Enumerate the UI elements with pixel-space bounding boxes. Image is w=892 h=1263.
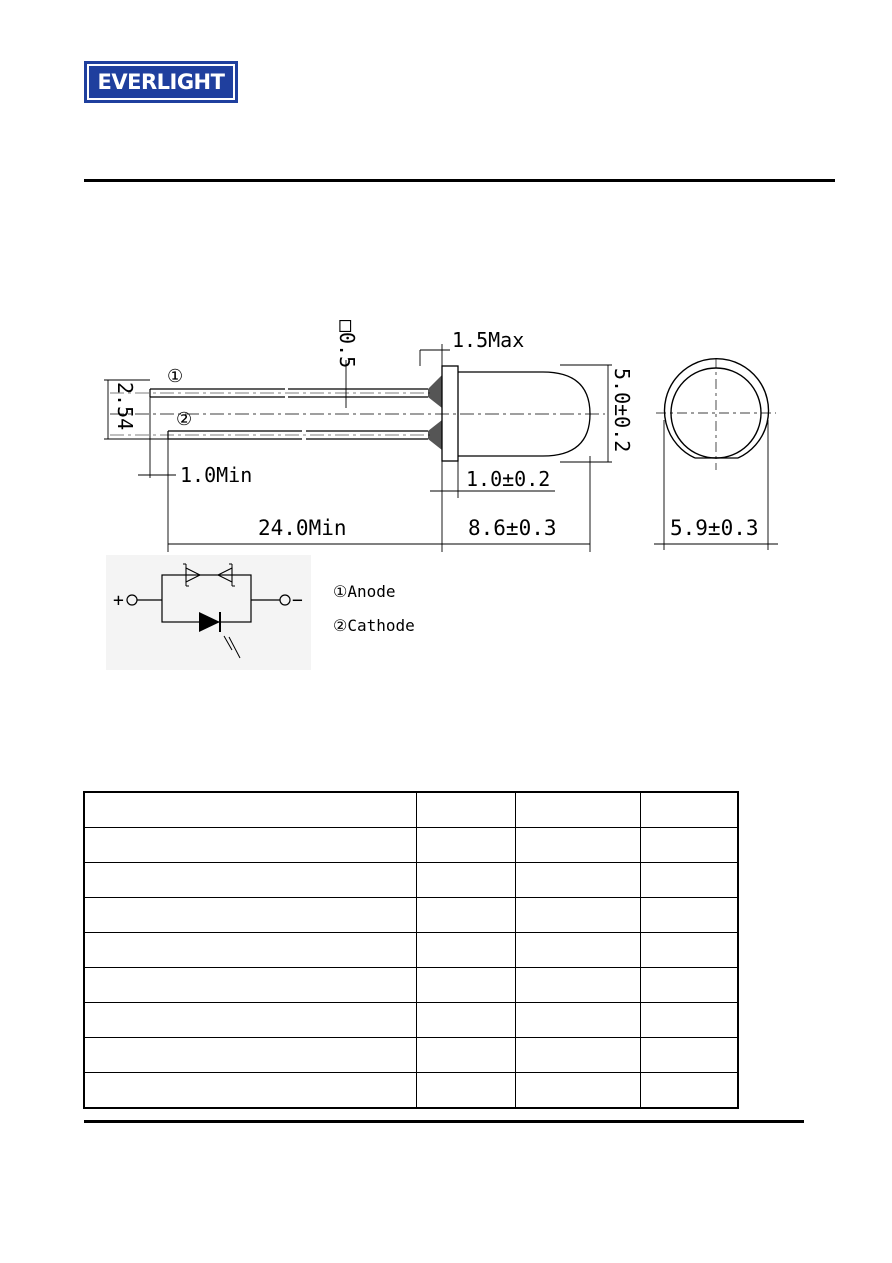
flange-diameter-dim: 5.9±0.3 — [670, 516, 759, 540]
lead-standoff-dim: 1.0Min — [180, 463, 253, 487]
table-cell — [84, 828, 416, 863]
table-cell — [640, 863, 738, 898]
table-row — [84, 792, 738, 828]
pin1-marker: ① — [167, 366, 184, 387]
legend-cathode: ②Cathode — [333, 616, 415, 635]
table-cell — [515, 968, 640, 1003]
table-cell — [640, 933, 738, 968]
table-cell — [640, 828, 738, 863]
minus-terminal: − — [292, 590, 303, 611]
lead-flare-bottom — [428, 420, 442, 450]
table-cell — [515, 1003, 640, 1038]
table-row — [84, 1073, 738, 1109]
table-cell — [84, 898, 416, 933]
table-cell — [416, 898, 515, 933]
table-cell — [515, 828, 640, 863]
lead-flare-top — [428, 375, 442, 408]
flange-outline — [442, 366, 458, 461]
table-cell — [416, 933, 515, 968]
table-cell — [515, 863, 640, 898]
table-cell — [640, 792, 738, 828]
circuit-diagram — [106, 555, 311, 670]
body-length-dim: 8.6±0.3 — [468, 516, 557, 540]
table-cell — [84, 1038, 416, 1073]
table-cell — [416, 968, 515, 1003]
table-cell — [515, 933, 640, 968]
table-cell — [416, 1073, 515, 1109]
lead-size-dim: □0.5 — [335, 320, 359, 369]
footer-rule — [84, 1120, 804, 1123]
table-cell — [416, 863, 515, 898]
table-cell — [84, 792, 416, 828]
lead-pitch-dim: 2.54 — [113, 382, 137, 431]
header-rule — [84, 179, 835, 182]
table-row — [84, 1038, 738, 1073]
end-view-flange — [665, 359, 769, 458]
flange-thickness-dim: 1.5Max — [452, 328, 525, 352]
table-row — [84, 828, 738, 863]
table-cell — [640, 898, 738, 933]
table-cell — [640, 1003, 738, 1038]
table-cell — [515, 898, 640, 933]
table-row — [84, 898, 738, 933]
logo-text: EVERLIGHT — [87, 64, 235, 100]
spec-table — [83, 791, 739, 1109]
table-cell — [640, 1038, 738, 1073]
everlight-logo — [84, 61, 238, 103]
table-cell — [84, 1073, 416, 1109]
table-cell — [515, 1073, 640, 1109]
table-cell — [84, 1003, 416, 1038]
table-row — [84, 863, 738, 898]
lead-length-dim: 24.0Min — [258, 516, 347, 540]
table-cell — [515, 792, 640, 828]
table-cell — [84, 968, 416, 1003]
table-cell — [416, 828, 515, 863]
package-drawing — [0, 300, 892, 680]
table-row — [84, 1003, 738, 1038]
lens-diameter-dim: 5.0±0.2 — [610, 368, 634, 453]
table-cell — [416, 1003, 515, 1038]
table-row — [84, 933, 738, 968]
table-cell — [416, 1038, 515, 1073]
table-cell — [640, 968, 738, 1003]
table-cell — [84, 933, 416, 968]
table-cell — [640, 1073, 738, 1109]
table-row — [84, 968, 738, 1003]
plus-terminal: + — [113, 590, 124, 611]
flange-offset-dim: 1.0±0.2 — [466, 467, 551, 491]
pin2-marker: ② — [176, 409, 193, 430]
table-cell — [84, 863, 416, 898]
table-cell — [416, 792, 515, 828]
table-cell — [515, 1038, 640, 1073]
legend-anode: ①Anode — [333, 582, 396, 601]
